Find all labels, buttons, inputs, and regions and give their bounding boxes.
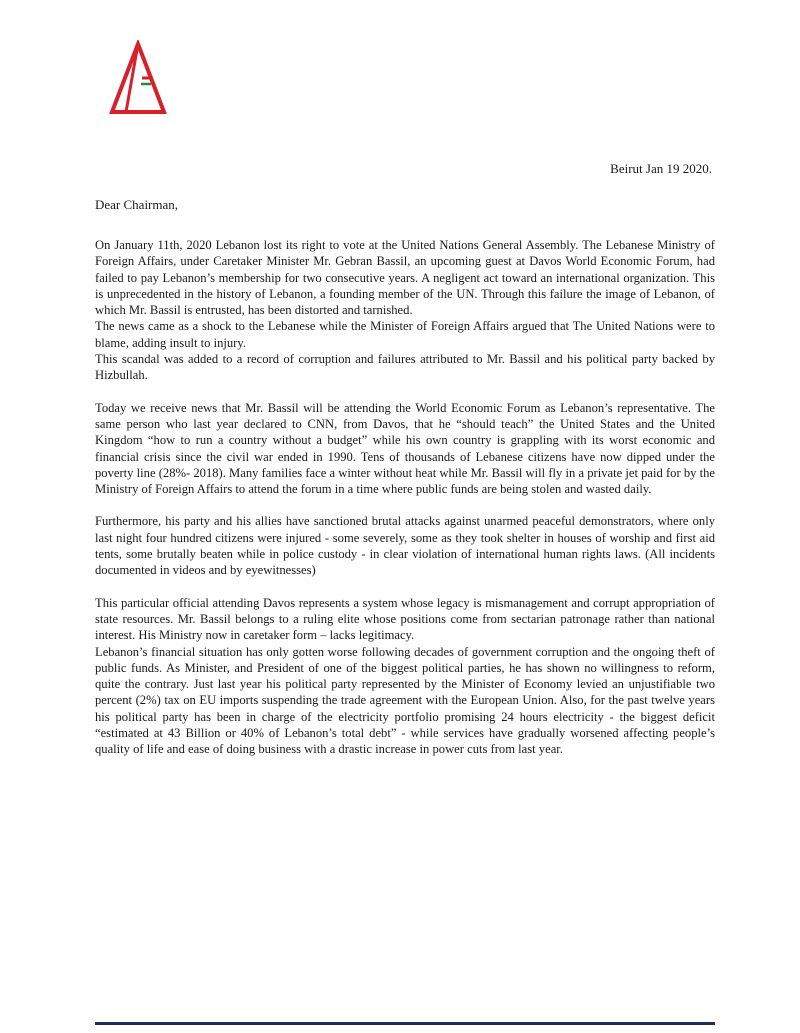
paragraph: The news came as a shock to the Lebanese while the Minister of Foreign Affairs argued that The United Nations were to blame, adding insult to injury. [95, 319, 715, 350]
paragraph: Lebanon’s financial situation has only gotten worse following decades of government corruption and the ongoing theft of public funds. As Minister, and President of one of the biggest political parties, he has shown no willingness to reform, quite the contrary. Just last year his political party represented by the Minister of Economy levied an unjustifiable two percent (2%) tax on EU imports suspending the trade agreement with the European Union. Also, for the past twelve years his political party has been in charge of the electricity portfolio promising 24 hours electricity - the biggest deficit “estimated at 43 Billion or 40% of Lebanon’s total debt” - while services have gradually worsened affecting people’s quality of life and ease of doing business with a drastic increase in power cuts from last year. [95, 644, 715, 757]
triangle-logo-icon [108, 40, 168, 115]
paragraph: This scandal was added to a record of corruption and failures attributed to Mr. Bassil and his political party backed by Hizbullah. [95, 352, 715, 383]
paragraph: Today we receive news that Mr. Bassil will be attending the World Economic Forum as Lebanon’s representative. The same person who last year declared to CNN, from Davos, that he “should teach” the United States and the United Kingdom “how to run a country without a budget” while his own country is grappling with its worst economic and financial crisis since the civil war ended in 1990. Tens of thousands of Lebanese citizens have now dipped under the poverty line (28%- 2018). Many families face a winter without heat while Mr. Bassil will fly in a private jet paid for by the Ministry of Foreign Affairs to attend the forum in a time where public funds are being stolen and wasted daily. [95, 400, 715, 497]
paragraph: This particular official attending Davos represents a system whose legacy is mismanagement and corrupt appropriation of state resources. Mr. Bassil belongs to a ruling elite whose positions come from sectarian patronage rather than national interest. His Ministry now in caretaker form – lacks legitimacy. [95, 595, 715, 643]
letter-salutation: Dear Chairman, [95, 197, 179, 212]
letter-body [95, 237, 715, 758]
footer-divider [95, 1022, 715, 1025]
paragraph: Furthermore, his party and his allies have sanctioned brutal attacks against unarmed peaceful demonstrators, where only last night four hundred citizens were injured - some severely, some as they took shelter in houses of worship and first aid tents, some brutally beaten while in police custody - in clear violation of international human rights laws. (All incidents documented in videos and by eyewitnesses) [95, 514, 715, 578]
paragraph: On January 11th, 2020 Lebanon lost its right to vote at the United Nations General Assembly. The Lebanese Ministry of Foreign Affairs, under Caretaker Minister Mr. Gebran Bassil, an upcoming guest at Davos World Economic Forum, had failed to pay Lebanon’s membership for two consecutive years. A negligent act toward an international organization. This is unprecedented in the history of Lebanon, a founding member of the UN. Through this failure the image of Lebanon, of which Mr. Bassil is entrusted, has been distorted and tarnished. [95, 238, 715, 318]
letter-date: Beirut Jan 19 2020. [610, 161, 712, 176]
